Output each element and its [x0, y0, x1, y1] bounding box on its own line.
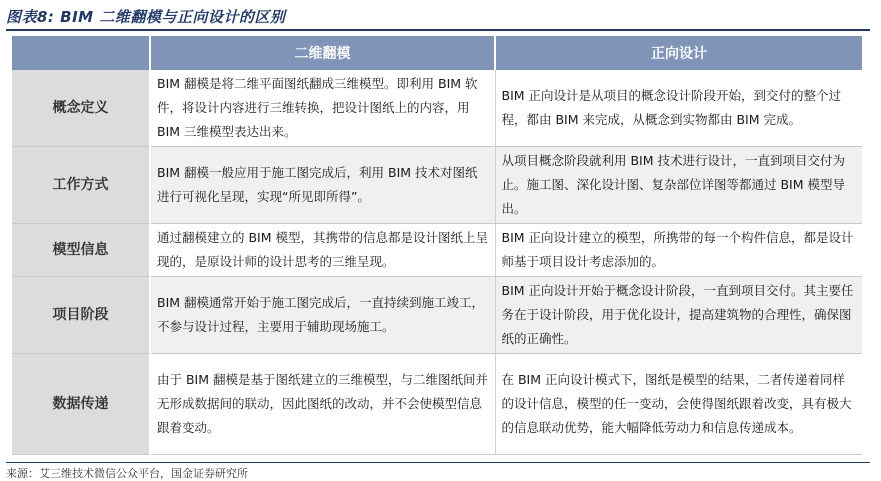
table-row: [12, 70, 862, 147]
cell-forward-design: BIM 正向设计是从项目的概念设计阶段开始，到交付的整个过程，都由 BIM 来完成，从概念到实物都由 BIM 完成。: [495, 70, 862, 147]
header-2d-modeling: 二维翻模: [150, 36, 495, 70]
comparison-table: [12, 36, 862, 455]
row-label: 工作方式: [12, 147, 150, 224]
cell-forward-design: 从项目概念阶段就利用 BIM 技术进行设计，一直到项目交付为止。施工图、深化设计图、复杂部位详图等都通过 BIM 模型导出。: [495, 147, 862, 224]
row-label: 模型信息: [12, 224, 150, 277]
row-label: 数据传递: [12, 354, 150, 455]
table-row: [12, 147, 862, 224]
cell-forward-design: 在 BIM 正向设计模式下，图纸是模型的结果，二者传递着同样的设计信息，模型的任一变动，会使得图纸跟着改变，具有极大的信息联动优势，能大幅降低劳动力和信息传递成本。: [495, 354, 862, 455]
cell-2d-modeling: BIM 翻模通常开始于施工图完成后，一直持续到施工竣工，不参与设计过程，主要用于辅助现场施工。: [150, 277, 495, 354]
row-label: 概念定义: [12, 70, 150, 147]
source-note: 来源：艾三维技术微信公众平台，国金证券研究所: [6, 467, 248, 480]
cell-forward-design: BIM 正向设计开始于概念设计阶段，一直到项目交付。其主要任务在于设计阶段，用于优化设计，提高建筑物的合理性，确保图纸的正确性。: [495, 277, 862, 354]
header-forward-design: 正向设计: [495, 36, 862, 70]
table-row: [12, 354, 862, 455]
title-divider: [6, 29, 870, 31]
row-label: 项目阶段: [12, 277, 150, 354]
source-divider: [6, 462, 870, 463]
figure-title: 图表8: BIM 二维翻模与正向设计的区别: [6, 8, 286, 26]
table-header-row: [12, 36, 862, 70]
cell-2d-modeling: 由于 BIM 翻模是基于图纸建立的三维模型，与二维图纸间并无形成数据间的联动，因此图纸的改动，并不会使模型信息跟着变动。: [150, 354, 495, 455]
header-corner: [12, 36, 150, 70]
cell-forward-design: BIM 正向设计建立的模型，所携带的每一个构件信息，都是设计师基于项目设计考虑添加的。: [495, 224, 862, 277]
cell-2d-modeling: BIM 翻模是将二维平面图纸翻成三维模型。即利用 BIM 软件，将设计内容进行三维转换，把设计图纸上的内容，用 BIM 三维模型表达出来。: [150, 70, 495, 147]
cell-2d-modeling: BIM 翻模一般应用于施工图完成后，利用 BIM 技术对图纸进行可视化呈现，实现“所见即所得”。: [150, 147, 495, 224]
table-row: [12, 277, 862, 354]
cell-2d-modeling: 通过翻模建立的 BIM 模型，其携带的信息都是设计图纸上呈现的，是原设计师的设计思考的三维呈现。: [150, 224, 495, 277]
table-row: [12, 224, 862, 277]
